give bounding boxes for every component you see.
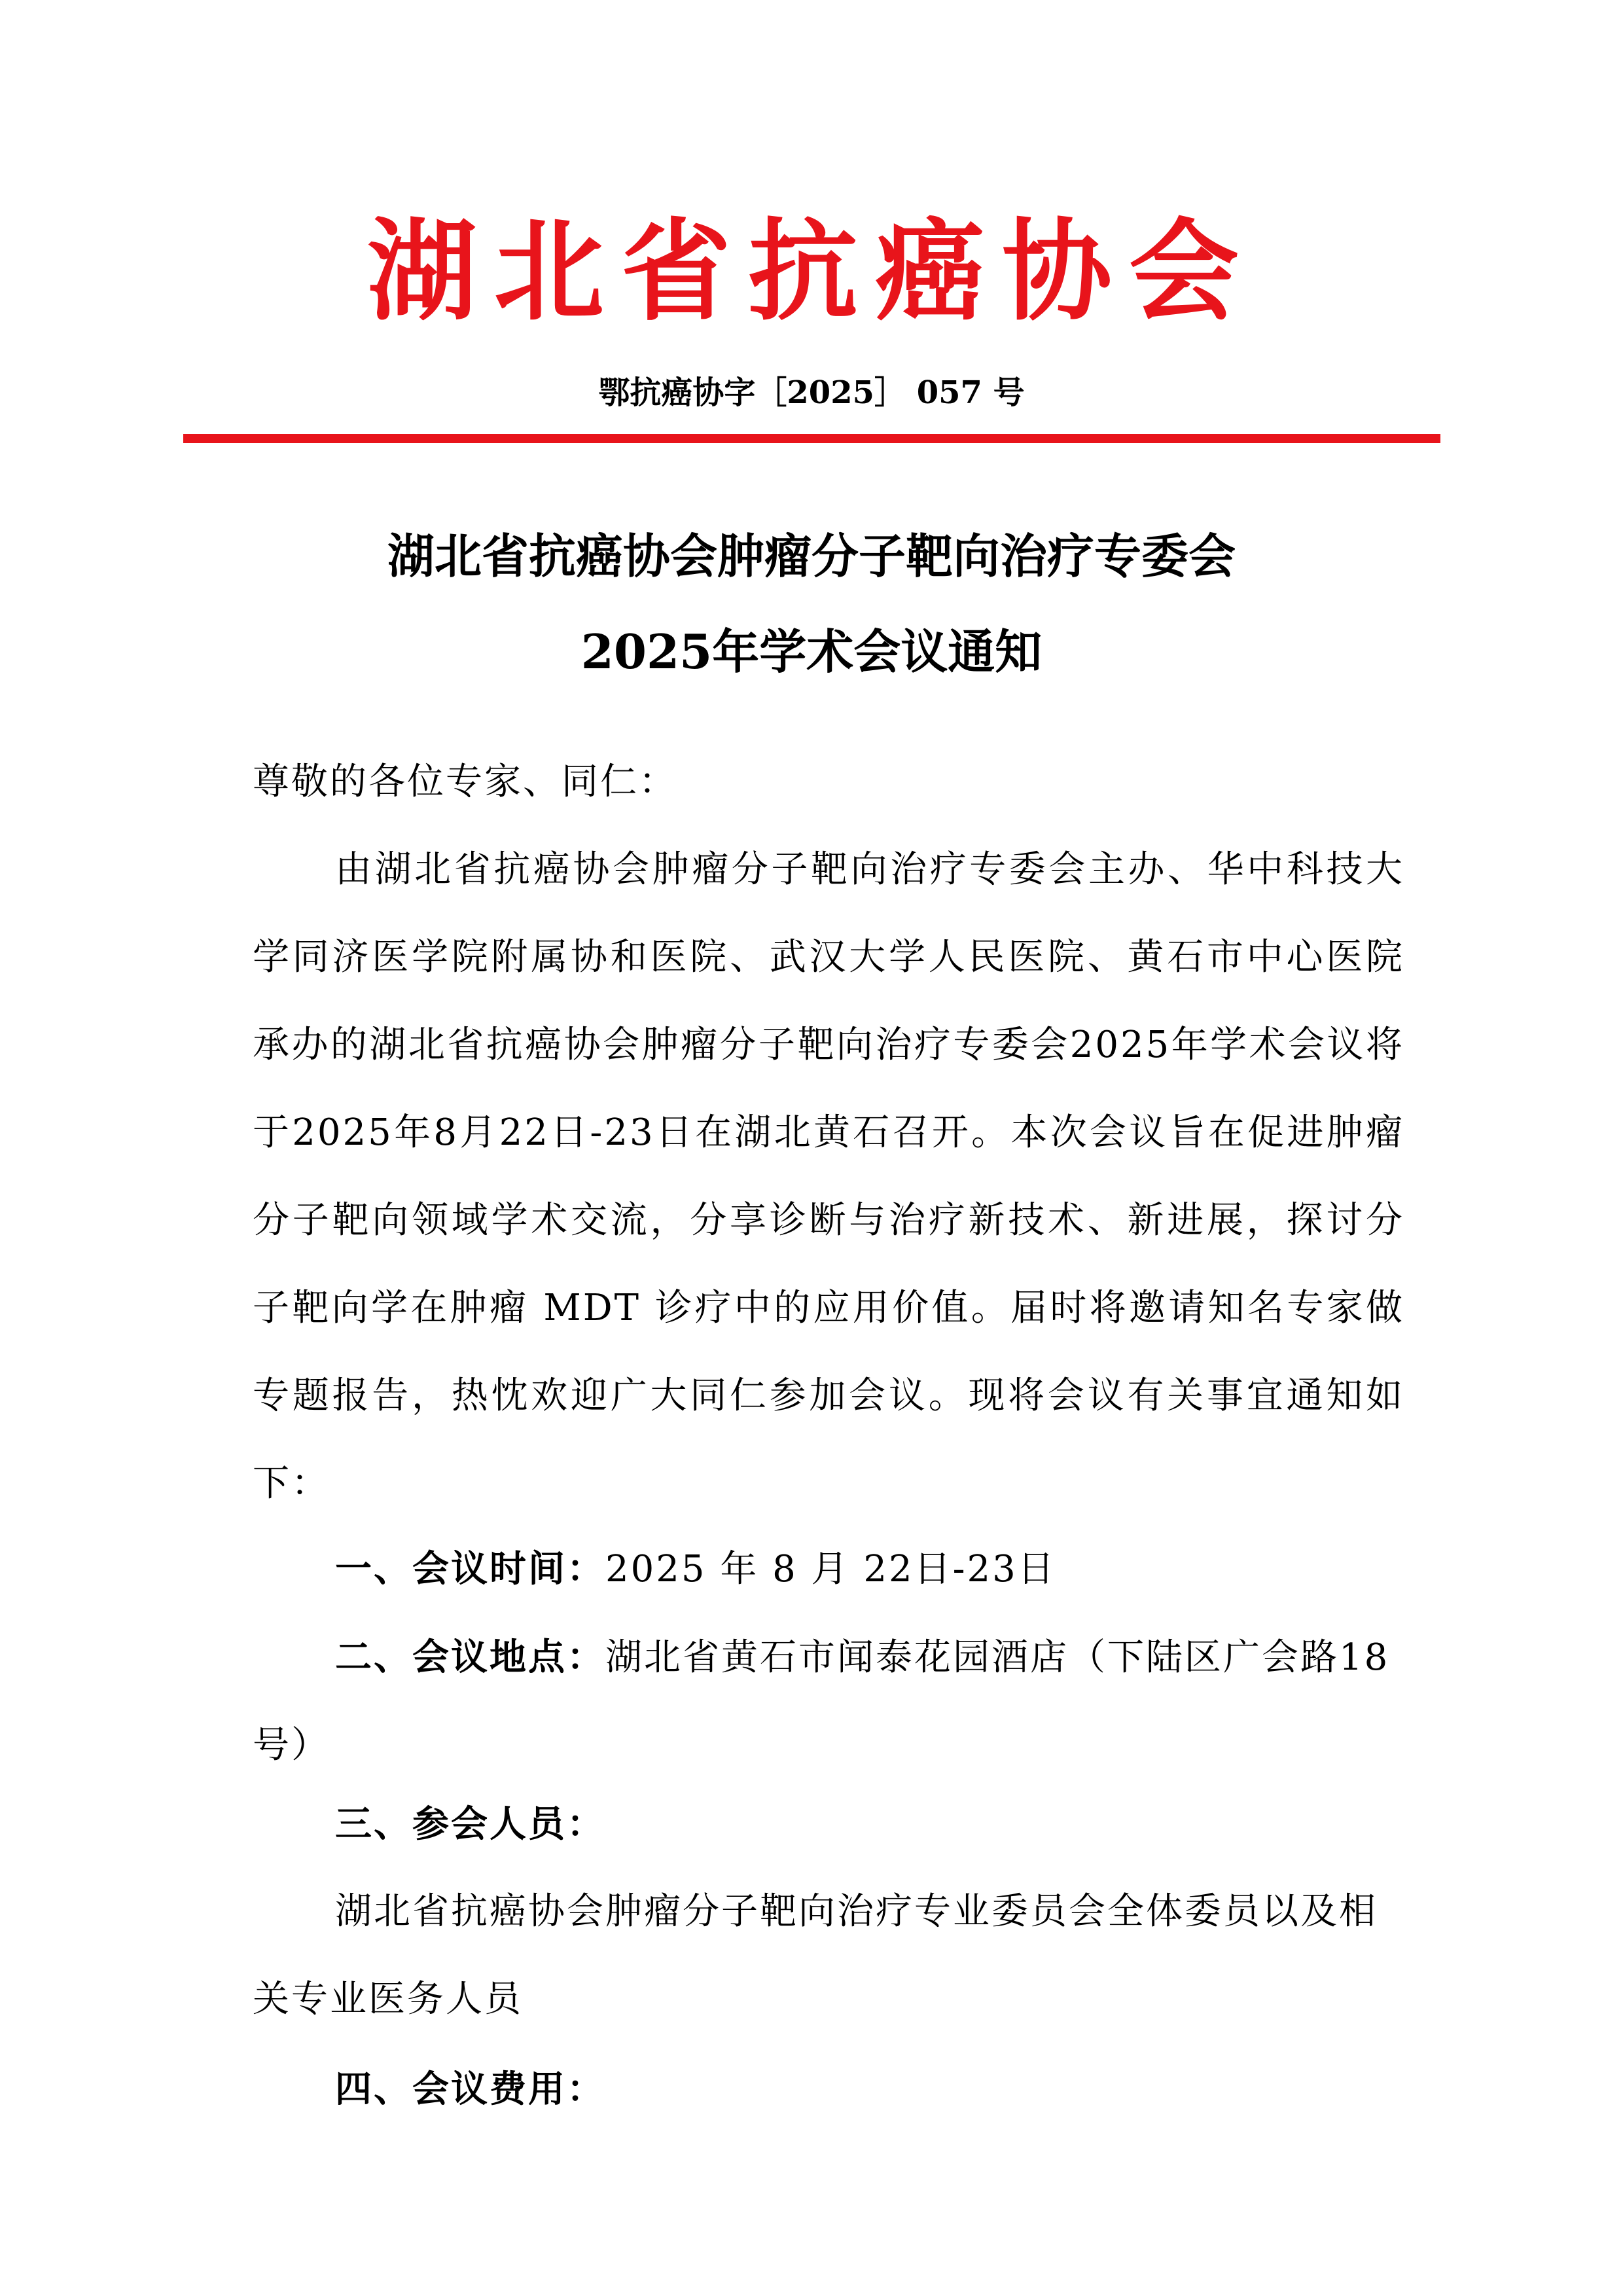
section-content: 湖北省黄石市闻泰花园酒店（下陆区广会路18号）: [253, 1636, 1390, 1767]
notice-title-line-2: 2025年学术会议通知: [580, 624, 1043, 679]
section-content: 2025 年 8 月 22日-23日: [605, 1548, 1056, 1590]
attendees-description: 湖北省抗癌协会肿瘤分子靶向治疗专业委员会全体委员以及相关专业医务人员: [253, 1890, 1378, 2020]
organization-header: 湖北省抗癌协会: [367, 207, 1256, 336]
salutation: 尊敬的各位专家、同仁：: [253, 761, 677, 803]
section-heading: 三、参会人员：: [335, 1803, 605, 1846]
section-heading: 一、会议时间：: [335, 1547, 605, 1590]
section-heading: 四、会议费用：: [335, 2068, 605, 2111]
notice-title-line-1: 湖北省抗癌协会肿瘤分子靶向治疗专委会: [387, 528, 1236, 584]
section-meeting-time: [253, 1525, 1404, 1613]
section-heading: 二、会议地点：: [335, 1636, 605, 1679]
document-number: 鄂抗癌协字［2025］ 057 号: [598, 374, 1025, 411]
section-attendees: [253, 1780, 1404, 1869]
intro-paragraph: 由湖北省抗癌协会肿瘤分子靶向治疗专委会主办、华中科技大学同济医学院附属协和医院、武汉大学人民医院、黄石市中心医院承办的湖北省抗癌协会肿瘤分子靶向治疗专委会2025年学术会议将于2025年8月22日-23日在湖北黄石召开。本次会议旨在促进肿瘤分子靶向领域学术交流，分享诊断与治疗新技术、新进展，探讨分子靶向学在肿瘤 MDT 诊疗中的应用价值。届时将邀请知名专家做专题报告，热忱欢迎广大同仁参加会议。现将会议有关事宜通知如下：: [253, 848, 1404, 1505]
red-divider-line: [183, 434, 1440, 443]
section-meeting-fees: [253, 2045, 1404, 2134]
section-meeting-venue: [253, 1613, 1404, 1789]
